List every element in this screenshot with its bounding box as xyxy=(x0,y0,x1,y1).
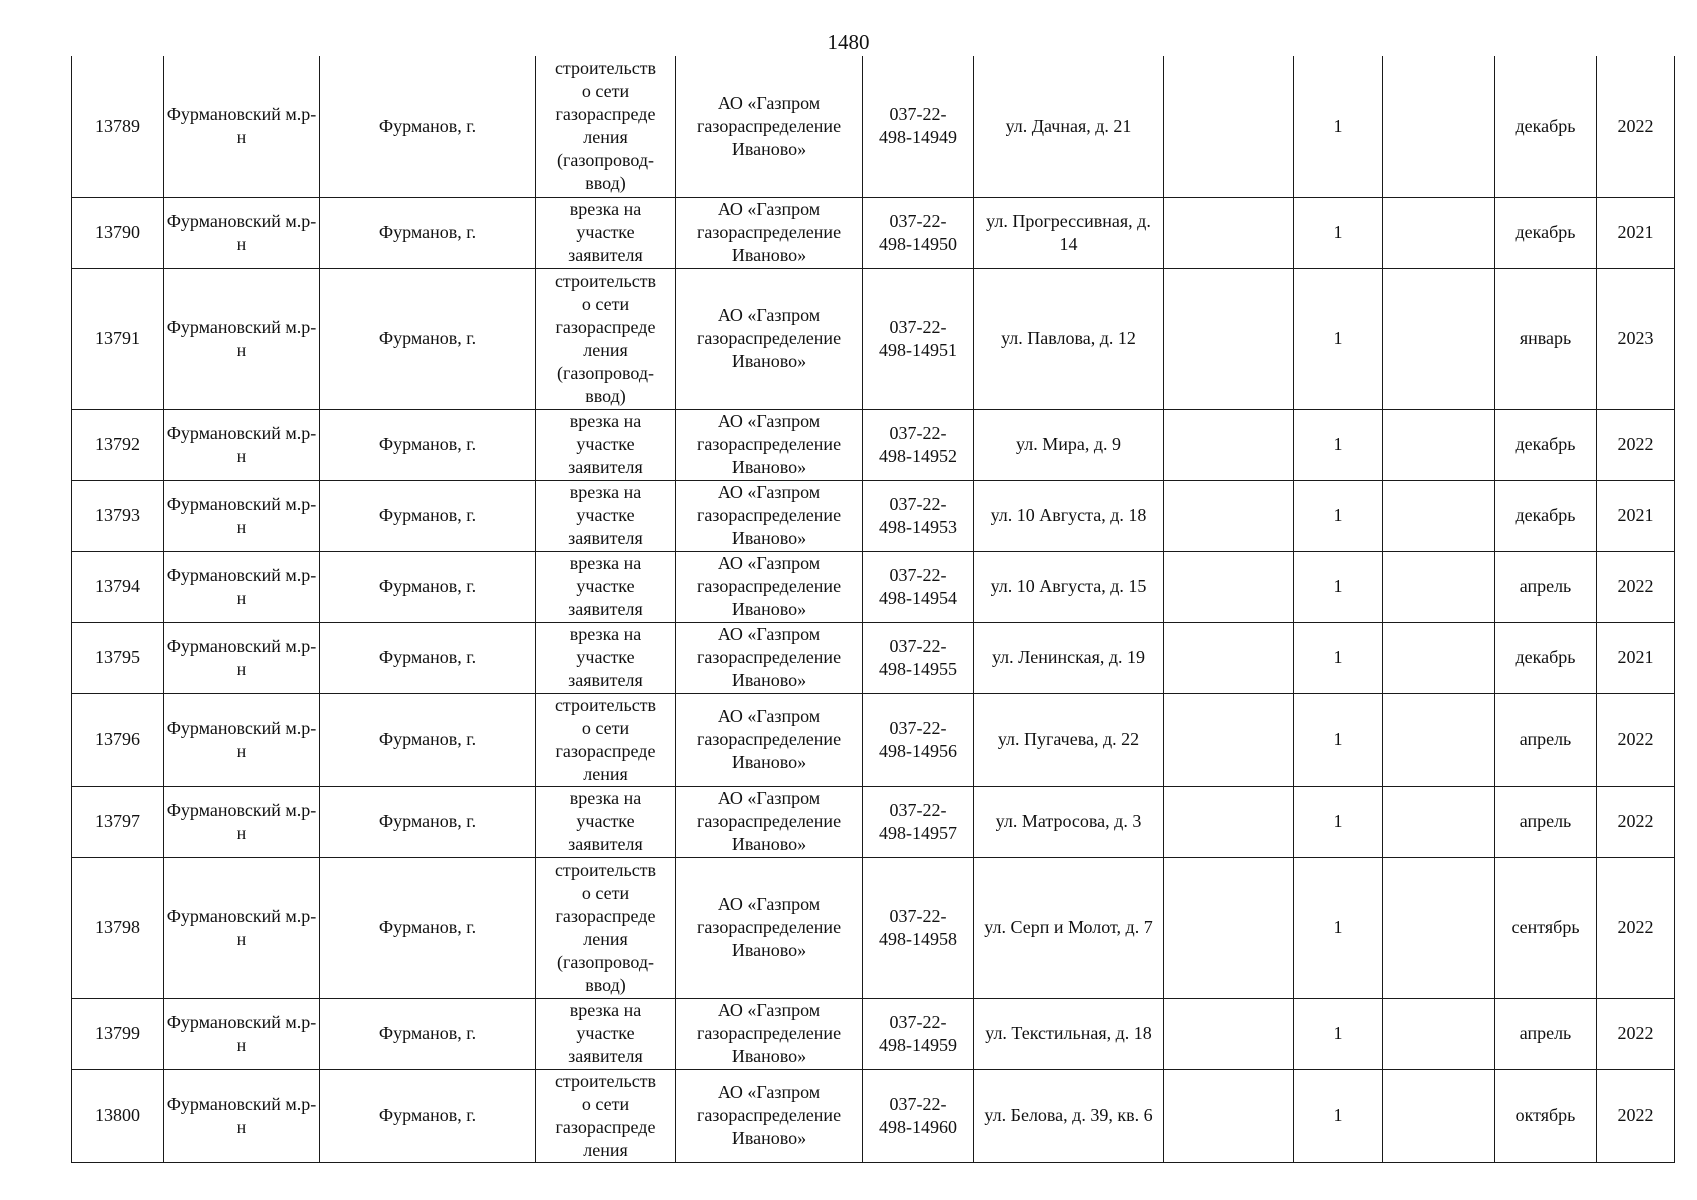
cell-address: ул. Текстильная, д. 18 xyxy=(974,998,1164,1069)
cell-organization: АО «Газпром газораспределение Иваново» xyxy=(676,693,863,786)
cell-organization: АО «Газпром газораспределение Иваново» xyxy=(676,268,863,409)
cell-quantity: 1 xyxy=(1294,409,1383,480)
cell-empty-2 xyxy=(1383,197,1495,268)
cell-empty-1 xyxy=(1164,480,1294,551)
cell-year: 2021 xyxy=(1597,480,1675,551)
cell-code: 037-22- 498-14953 xyxy=(863,480,974,551)
table-row xyxy=(72,409,1675,480)
cell-empty-1 xyxy=(1164,268,1294,409)
cell-address: ул. Пугачева, д. 22 xyxy=(974,693,1164,786)
cell-city: Фурманов, г. xyxy=(320,1069,536,1162)
cell-month: декабрь xyxy=(1495,409,1597,480)
cell-empty-1 xyxy=(1164,1069,1294,1162)
cell-empty-1 xyxy=(1164,56,1294,197)
table-body xyxy=(72,56,1675,1162)
cell-empty-2 xyxy=(1383,56,1495,197)
cell-code: 037-22- 498-14952 xyxy=(863,409,974,480)
cell-empty-2 xyxy=(1383,551,1495,622)
cell-year: 2022 xyxy=(1597,857,1675,998)
cell-quantity: 1 xyxy=(1294,857,1383,998)
table-row xyxy=(72,197,1675,268)
cell-id: 13792 xyxy=(72,409,164,480)
cell-city: Фурманов, г. xyxy=(320,998,536,1069)
cell-address: ул. Прогрессивная, д. 14 xyxy=(974,197,1164,268)
cell-code: 037-22- 498-14954 xyxy=(863,551,974,622)
table-row xyxy=(72,1069,1675,1162)
cell-organization: АО «Газпром газораспределение Иваново» xyxy=(676,622,863,693)
cell-month: апрель xyxy=(1495,693,1597,786)
cell-work-type: строительств о сети газораспреде ления (газопровод- ввод) xyxy=(536,56,676,197)
cell-city: Фурманов, г. xyxy=(320,268,536,409)
cell-work-type: врезка на участке заявителя xyxy=(536,551,676,622)
cell-address: ул. Белова, д. 39, кв. 6 xyxy=(974,1069,1164,1162)
cell-organization: АО «Газпром газораспределение Иваново» xyxy=(676,786,863,857)
cell-quantity: 1 xyxy=(1294,693,1383,786)
cell-district: Фурмановский м.р-н xyxy=(164,998,320,1069)
cell-year: 2021 xyxy=(1597,622,1675,693)
cell-organization: АО «Газпром газораспределение Иваново» xyxy=(676,857,863,998)
registry-table xyxy=(71,56,1675,1163)
cell-id: 13793 xyxy=(72,480,164,551)
cell-year: 2022 xyxy=(1597,998,1675,1069)
cell-code: 037-22- 498-14958 xyxy=(863,857,974,998)
table-row xyxy=(72,786,1675,857)
cell-id: 13796 xyxy=(72,693,164,786)
cell-address: ул. 10 Августа, д. 15 xyxy=(974,551,1164,622)
cell-month: январь xyxy=(1495,268,1597,409)
cell-id: 13789 xyxy=(72,56,164,197)
cell-work-type: строительств о сети газораспреде ления (газопровод- ввод) xyxy=(536,857,676,998)
cell-id: 13800 xyxy=(72,1069,164,1162)
cell-work-type: строительств о сети газораспреде ления (газопровод- ввод) xyxy=(536,268,676,409)
cell-work-type: врезка на участке заявителя xyxy=(536,480,676,551)
cell-empty-2 xyxy=(1383,268,1495,409)
cell-city: Фурманов, г. xyxy=(320,409,536,480)
cell-address: ул. Ленинская, д. 19 xyxy=(974,622,1164,693)
cell-year: 2021 xyxy=(1597,197,1675,268)
cell-year: 2023 xyxy=(1597,268,1675,409)
cell-empty-2 xyxy=(1383,857,1495,998)
cell-id: 13791 xyxy=(72,268,164,409)
table-row xyxy=(72,693,1675,786)
cell-empty-1 xyxy=(1164,857,1294,998)
cell-district: Фурмановский м.р-н xyxy=(164,56,320,197)
cell-code: 037-22- 498-14950 xyxy=(863,197,974,268)
cell-address: ул. Павлова, д. 12 xyxy=(974,268,1164,409)
cell-year: 2022 xyxy=(1597,551,1675,622)
cell-code: 037-22- 498-14960 xyxy=(863,1069,974,1162)
cell-organization: АО «Газпром газораспределение Иваново» xyxy=(676,409,863,480)
cell-work-type: врезка на участке заявителя xyxy=(536,786,676,857)
cell-empty-2 xyxy=(1383,693,1495,786)
cell-id: 13795 xyxy=(72,622,164,693)
cell-address: ул. Серп и Молот, д. 7 xyxy=(974,857,1164,998)
table-row xyxy=(72,480,1675,551)
table-row xyxy=(72,857,1675,998)
cell-empty-1 xyxy=(1164,786,1294,857)
cell-code: 037-22- 498-14957 xyxy=(863,786,974,857)
cell-city: Фурманов, г. xyxy=(320,480,536,551)
cell-organization: АО «Газпром газораспределение Иваново» xyxy=(676,551,863,622)
cell-work-type: врезка на участке заявителя xyxy=(536,998,676,1069)
cell-address: ул. Матросова, д. 3 xyxy=(974,786,1164,857)
table-row xyxy=(72,622,1675,693)
cell-id: 13799 xyxy=(72,998,164,1069)
cell-district: Фурмановский м.р-н xyxy=(164,786,320,857)
cell-month: декабрь xyxy=(1495,622,1597,693)
cell-work-type: строительств о сети газораспреде ления xyxy=(536,1069,676,1162)
cell-quantity: 1 xyxy=(1294,1069,1383,1162)
cell-district: Фурмановский м.р-н xyxy=(164,622,320,693)
cell-code: 037-22- 498-14949 xyxy=(863,56,974,197)
cell-quantity: 1 xyxy=(1294,56,1383,197)
cell-empty-1 xyxy=(1164,622,1294,693)
cell-id: 13794 xyxy=(72,551,164,622)
cell-empty-2 xyxy=(1383,786,1495,857)
cell-year: 2022 xyxy=(1597,693,1675,786)
cell-month: октябрь xyxy=(1495,1069,1597,1162)
cell-month: апрель xyxy=(1495,786,1597,857)
cell-empty-1 xyxy=(1164,197,1294,268)
cell-month: апрель xyxy=(1495,551,1597,622)
cell-empty-1 xyxy=(1164,998,1294,1069)
cell-address: ул. 10 Августа, д. 18 xyxy=(974,480,1164,551)
cell-city: Фурманов, г. xyxy=(320,857,536,998)
cell-code: 037-22- 498-14956 xyxy=(863,693,974,786)
table-row xyxy=(72,268,1675,409)
cell-quantity: 1 xyxy=(1294,622,1383,693)
cell-id: 13798 xyxy=(72,857,164,998)
cell-organization: АО «Газпром газораспределение Иваново» xyxy=(676,998,863,1069)
cell-quantity: 1 xyxy=(1294,998,1383,1069)
cell-city: Фурманов, г. xyxy=(320,197,536,268)
cell-district: Фурмановский м.р-н xyxy=(164,1069,320,1162)
cell-district: Фурмановский м.р-н xyxy=(164,857,320,998)
cell-city: Фурманов, г. xyxy=(320,56,536,197)
cell-organization: АО «Газпром газораспределение Иваново» xyxy=(676,197,863,268)
cell-work-type: врезка на участке заявителя xyxy=(536,197,676,268)
cell-year: 2022 xyxy=(1597,786,1675,857)
cell-id: 13797 xyxy=(72,786,164,857)
cell-district: Фурмановский м.р-н xyxy=(164,268,320,409)
cell-city: Фурманов, г. xyxy=(320,622,536,693)
cell-month: декабрь xyxy=(1495,56,1597,197)
cell-quantity: 1 xyxy=(1294,551,1383,622)
cell-address: ул. Дачная, д. 21 xyxy=(974,56,1164,197)
cell-empty-2 xyxy=(1383,409,1495,480)
cell-empty-2 xyxy=(1383,622,1495,693)
page-number: 1480 xyxy=(827,30,870,54)
cell-year: 2022 xyxy=(1597,409,1675,480)
cell-organization: АО «Газпром газораспределение Иваново» xyxy=(676,480,863,551)
table-row xyxy=(72,56,1675,197)
cell-city: Фурманов, г. xyxy=(320,786,536,857)
cell-district: Фурмановский м.р-н xyxy=(164,480,320,551)
cell-work-type: строительств о сети газораспреде ления xyxy=(536,693,676,786)
cell-code: 037-22- 498-14951 xyxy=(863,268,974,409)
cell-city: Фурманов, г. xyxy=(320,551,536,622)
cell-empty-1 xyxy=(1164,551,1294,622)
cell-address: ул. Мира, д. 9 xyxy=(974,409,1164,480)
cell-quantity: 1 xyxy=(1294,197,1383,268)
cell-empty-2 xyxy=(1383,1069,1495,1162)
cell-empty-1 xyxy=(1164,409,1294,480)
cell-code: 037-22- 498-14959 xyxy=(863,998,974,1069)
cell-year: 2022 xyxy=(1597,56,1675,197)
cell-district: Фурмановский м.р-н xyxy=(164,551,320,622)
cell-empty-2 xyxy=(1383,998,1495,1069)
cell-district: Фурмановский м.р-н xyxy=(164,197,320,268)
cell-month: сентябрь xyxy=(1495,857,1597,998)
cell-month: апрель xyxy=(1495,998,1597,1069)
cell-quantity: 1 xyxy=(1294,480,1383,551)
cell-empty-2 xyxy=(1383,480,1495,551)
cell-organization: АО «Газпром газораспределение Иваново» xyxy=(676,56,863,197)
cell-district: Фурмановский м.р-н xyxy=(164,409,320,480)
cell-work-type: врезка на участке заявителя xyxy=(536,409,676,480)
cell-month: декабрь xyxy=(1495,197,1597,268)
cell-code: 037-22- 498-14955 xyxy=(863,622,974,693)
cell-month: декабрь xyxy=(1495,480,1597,551)
cell-id: 13790 xyxy=(72,197,164,268)
cell-city: Фурманов, г. xyxy=(320,693,536,786)
cell-year: 2022 xyxy=(1597,1069,1675,1162)
cell-quantity: 1 xyxy=(1294,268,1383,409)
cell-district: Фурмановский м.р-н xyxy=(164,693,320,786)
table-row xyxy=(72,998,1675,1069)
cell-empty-1 xyxy=(1164,693,1294,786)
cell-organization: АО «Газпром газораспределение Иваново» xyxy=(676,1069,863,1162)
cell-quantity: 1 xyxy=(1294,786,1383,857)
cell-work-type: врезка на участке заявителя xyxy=(536,622,676,693)
table-row xyxy=(72,551,1675,622)
